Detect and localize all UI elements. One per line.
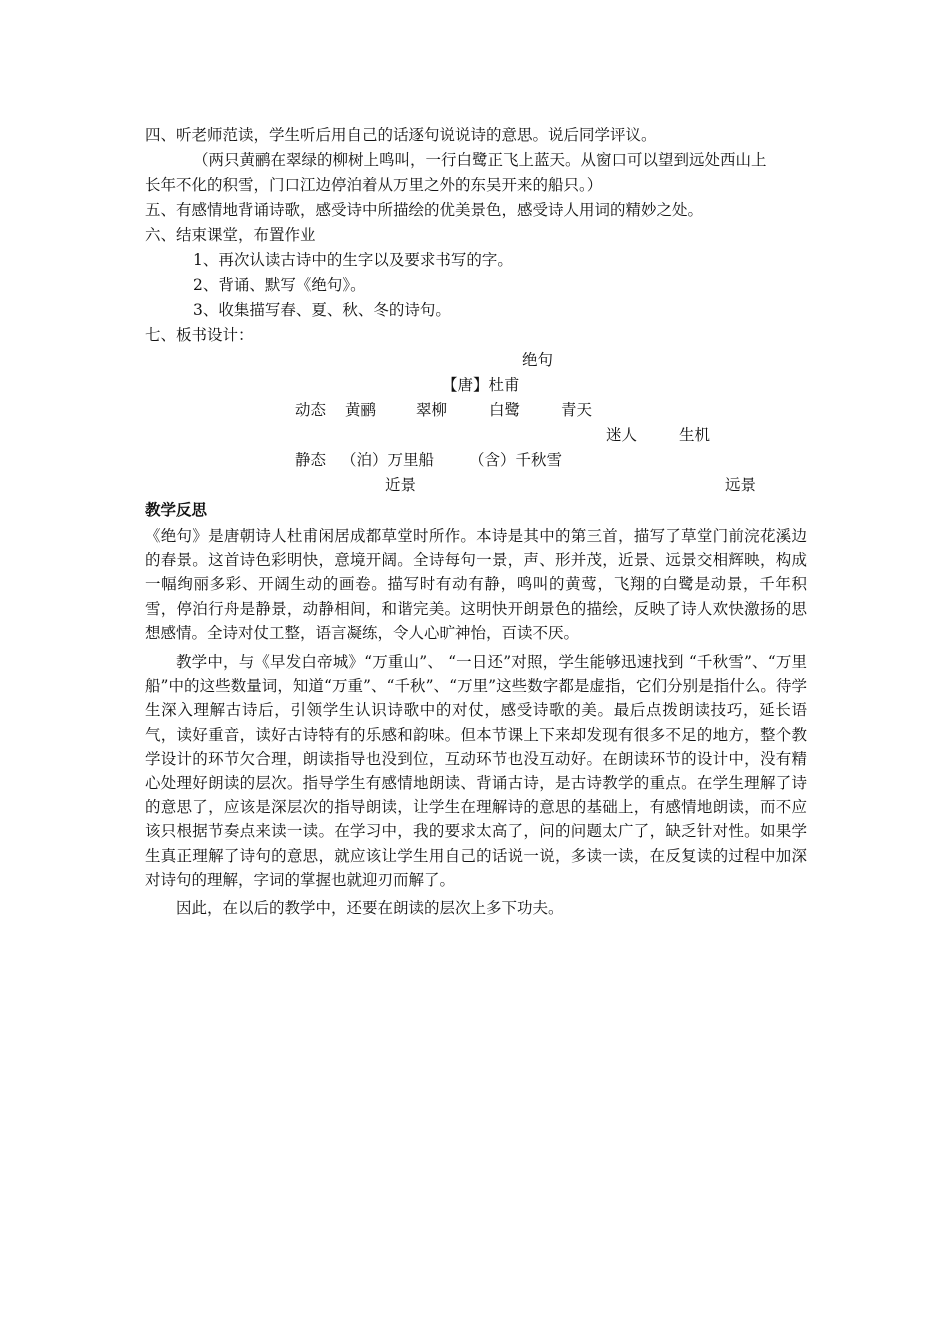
section-7-heading: 七、板书设计： (145, 326, 254, 344)
reflection-paragraph-2: 教学中，与《早发白帝城》“万重山”、 “一日还”对照，学生能够迅速找到 “千秋雪”、“万里船”中的这些数量词，知道“万重”、“千秋”、“万里”这些数字都是虚指，它们分别是指什么。待学生深入理解古诗后，引领学生认识诗歌中的对仗，感受诗歌的美。最后点拨朗读技巧，延长语气，读好重音，读好古诗特有的乐感和韵味。但本节课上下来却发现有很多不足的地方，整个教学设计的环节欠合理，朗读指导也没到位，互动环节也没互动好。在朗读环节的设计中，没有精心处理好朗读的层次。指导学生有感情地朗读、背诵古诗，是古诗教学的重点。在学生理解了诗的意思了，应该是深层次的指导朗读，让学生在理解诗的意思的基础上，有感情地朗读，而不应该只根据节奏点来读一读。在学习中，我的要求太高了，问的问题太广了，缺乏针对性。如果学生真正理解了诗句的意思，就应该让学生用自己的话说一说，多读一读，在反复读的过程中加深对诗句的理解，字词的掌握也就迎刃而解了。 (145, 653, 807, 889)
section-4-heading: 四、听老师范读，学生听后用自己的话逐句说说诗的意思。说后同学评议。 (145, 126, 657, 144)
section-6-heading: 六、结束课堂，布置作业 (145, 226, 316, 244)
board-dynamic-item: 白鹭 (489, 401, 521, 419)
board-dynamic-item: 青天 (561, 401, 593, 419)
homework-item-1: 1、再次认读古诗中的生字以及要求书写的字。 (193, 251, 513, 269)
board-dynamic-item: 翠柳 (416, 401, 448, 419)
board-dynamic-item: 黄鹂 (345, 401, 377, 419)
board-near-view: 近景 (385, 476, 417, 494)
board-static-label: 静态 (295, 451, 327, 469)
homework-item-2: 2、背诵、默写《绝句》。 (193, 276, 366, 294)
board-far-view: 远景 (725, 476, 757, 494)
poem-meaning-line-1: （两只黄鹂在翠绿的柳树上鸣叫，一行白鹭正飞上蓝天。从窗口可以望到远处西山上 (193, 151, 767, 169)
board-dynamic-label: 动态 (295, 401, 327, 419)
board-static-item: （含）千秋雪 (469, 451, 563, 469)
reflection-title: 教学反思 (145, 501, 208, 519)
board-title: 绝句 (522, 351, 554, 369)
section-5-heading: 五、有感情地背诵诗歌，感受诗中所描绘的优美景色，感受诗人用词的精妙之处。 (145, 201, 704, 219)
board-mi-ren: 迷人 (606, 426, 638, 444)
poem-meaning-line-2: 长年不化的积雪，门口江边停泊着从万里之外的东吴开来的船只。） (145, 176, 603, 194)
board-static-item: （泊）万里船 (341, 451, 435, 469)
board-sheng-ji: 生机 (679, 426, 711, 444)
reflection-paragraph-3: 因此，在以后的教学中，还要在朗读的层次上多下功夫。 (176, 899, 564, 917)
homework-item-3: 3、收集描写春、夏、秋、冬的诗句。 (193, 301, 451, 319)
reflection-paragraph-1: 《绝句》是唐朝诗人杜甫闲居成都草堂时所作。本诗是其中的第三首，描写了草堂门前浣花溪边的春景。这首诗色彩明快，意境开阔。全诗每句一景，声、形并茂，近景、远景交相辉映，构成一幅绚丽多彩、开阔生动的画卷。描写时有动有静，鸣叫的黄莺，飞翔的白鹭是动景，千年积雪，停泊行舟是静景，动静相间，和谐完美。这明快开朗景色的描绘，反映了诗人欢快激扬的思想感情。全诗对仗工整，语言凝练，令人心旷神怡，百读不厌。 (145, 527, 807, 642)
board-author: 【唐】杜甫 (442, 376, 520, 394)
